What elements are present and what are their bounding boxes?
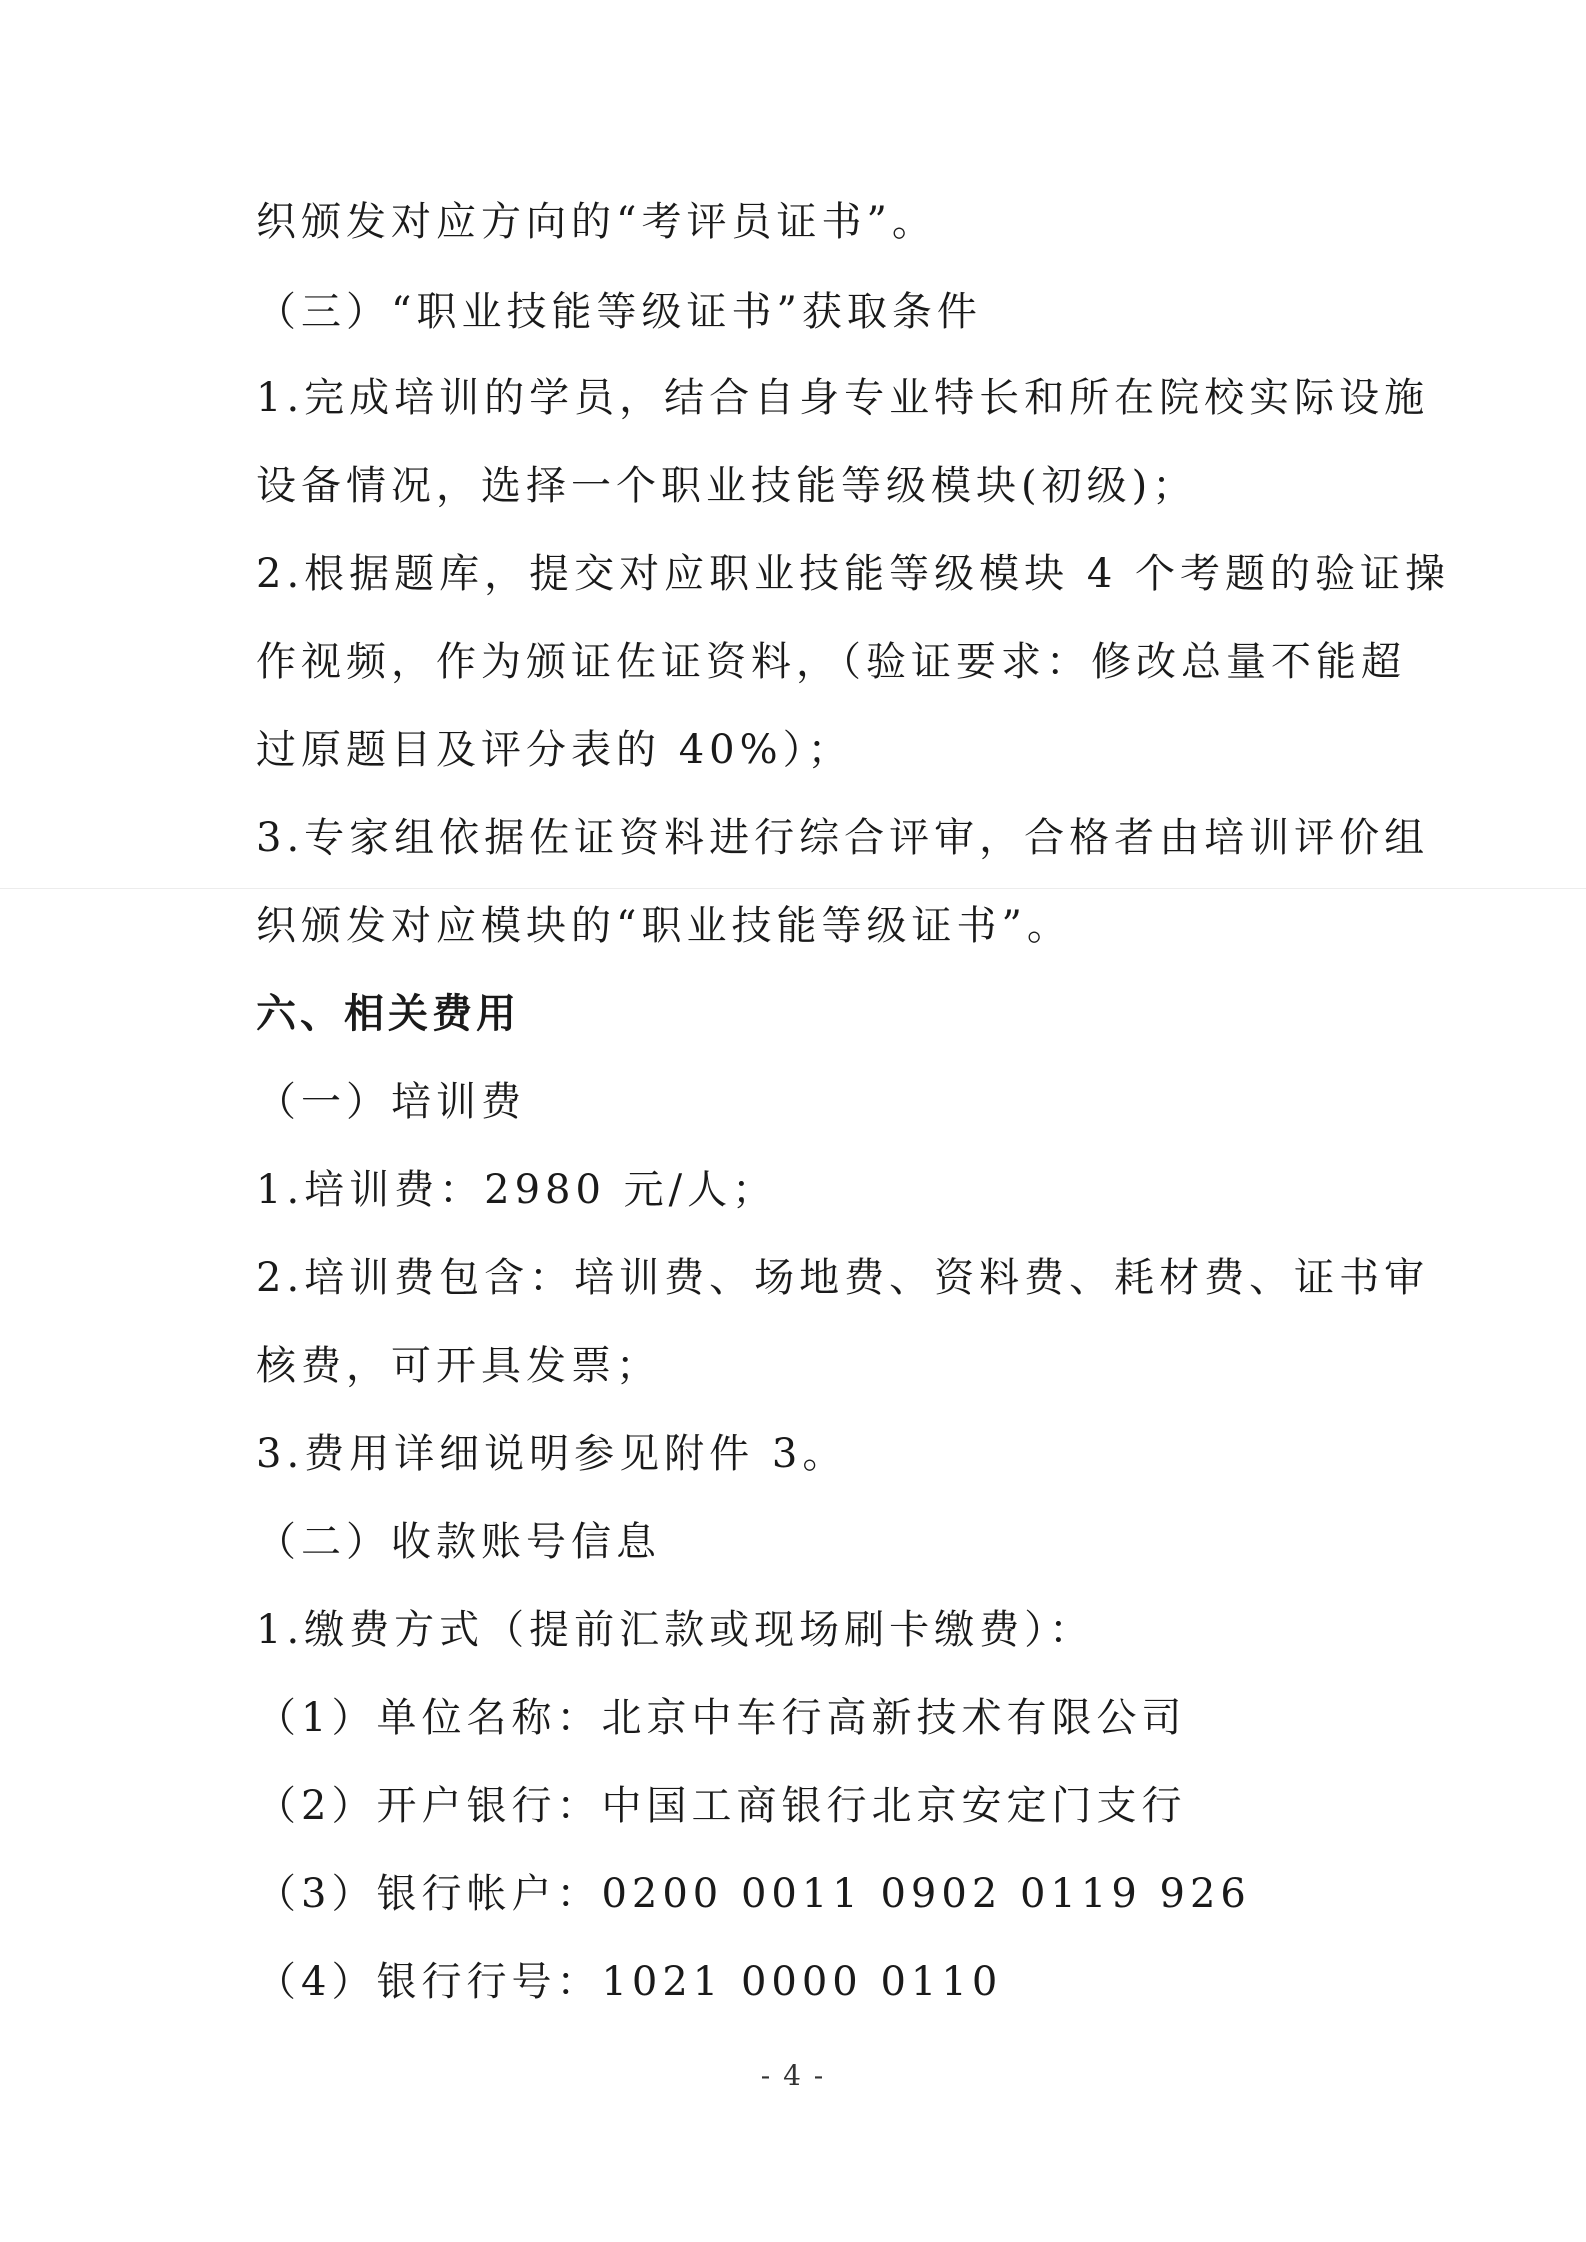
account-item: （1）单位名称：北京中车行高新技术有限公司	[256, 1695, 1187, 1741]
section-heading: 六、相关费用	[256, 991, 520, 1037]
paragraph-line: 1.缴费方式（提前汇款或现场刷卡缴费）：	[256, 1607, 1095, 1653]
page-number: - 4 -	[760, 2059, 826, 2092]
paragraph-line: 2.培训费包含：培训费、场地费、资料费、耗材费、证书审	[256, 1255, 1430, 1301]
paragraph-line: 1.培训费：2980 元/人；	[256, 1167, 778, 1213]
paragraph-line: 核费，可开具发票；	[256, 1343, 661, 1389]
account-item: （4）银行行号：1021 0000 0110	[256, 1959, 1003, 2005]
paragraph-line: 织颁发对应模块的“职业技能等级证书”。	[256, 903, 1072, 949]
subsection-heading: （一）培训费	[256, 1079, 526, 1125]
paragraph-line: 2.根据题库，提交对应职业技能等级模块 4 个考题的验证操	[256, 551, 1451, 597]
paragraph-line: 设备情况，选择一个职业技能等级模块(初级)；	[256, 463, 1198, 509]
account-item: （2）开户银行：中国工商银行北京安定门支行	[256, 1783, 1187, 1829]
paragraph-line: 1.完成培训的学员，结合自身专业特长和所在院校实际设施	[256, 375, 1430, 421]
account-item: （3）银行帐户：0200 0011 0902 0119 926	[256, 1871, 1251, 1917]
paragraph-line: 过原题目及评分表的 40%）；	[256, 727, 853, 773]
scan-fold-line	[0, 888, 1586, 889]
paragraph-line: 3.费用详细说明参见附件 3。	[256, 1431, 848, 1477]
paragraph-line: 3.专家组依据佐证资料进行综合评审，合格者由培训评价组	[256, 815, 1430, 861]
paragraph-line: 作视频，作为颁证佐证资料，（验证要求：修改总量不能超	[256, 639, 1406, 685]
paragraph-line: 织颁发对应方向的“考评员证书”。	[256, 199, 937, 245]
subsection-heading: （三）“职业技能等级证书”获取条件	[256, 289, 982, 335]
subsection-heading: （二）收款账号信息	[256, 1519, 661, 1565]
